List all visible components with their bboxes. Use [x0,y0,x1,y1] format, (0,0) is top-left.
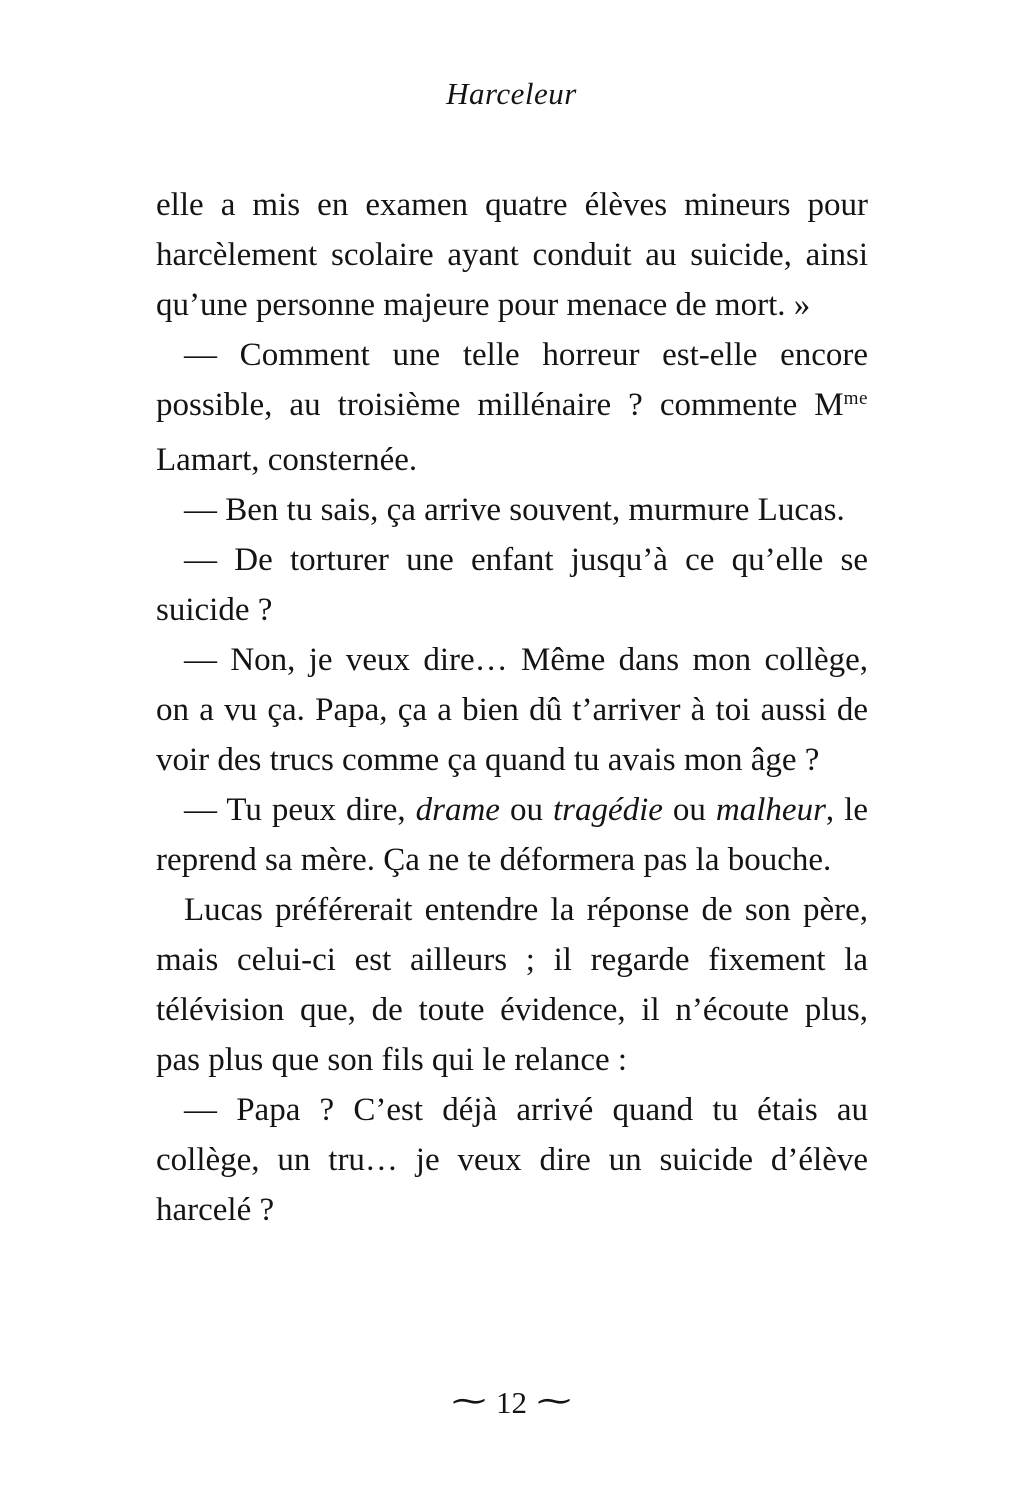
italic-text: drame [415,792,500,828]
paragraph-text: — Non, je veux dire… Même dans mon collège, on a vu ça. Papa, ça a bien dû t’arriver à toi aussi de voir des trucs comme ça quand tu avais mon âge ? [156,642,868,778]
page-footer [0,1383,1023,1423]
paragraph-text: — Ben tu sais, ça arrive souvent, murmure Lucas. [184,492,845,528]
paragraph [156,635,868,785]
paragraph-text: ou [499,792,553,828]
paragraph-text: Lucas préférerait entendre la réponse de son père, mais celui-ci est ailleurs ; il regarde fixement la télévision que, de toute évidence, il n’écoute plus, pas plus que son fils qui le relance : [156,892,868,1078]
page-number: 12 [496,1385,527,1420]
paragraph-text: — De torturer une enfant jusqu’à ce qu’elle se suicide ? [156,542,868,628]
paragraph [156,330,868,485]
paragraph [156,785,868,885]
footer-ornament-left: ∼ [448,1383,490,1418]
paragraph-text: — Comment une telle horreur est-elle encore possible, au troisième millénaire ? commente M [156,337,868,423]
footer-ornament-right: ∼ [533,1383,575,1418]
paragraph-text: Lamart, consternée. [156,442,418,478]
running-header: Harceleur [446,76,577,111]
paragraph-text: ou [662,792,716,828]
paragraph-text: , le reprend sa mère. Ça ne te déformera pas la bouche. [156,792,868,878]
paragraph [156,885,868,1085]
superscript-text: me [843,388,868,410]
paragraph-text: — Tu peux dire, [184,792,416,828]
paragraph-text: — Papa ? C’est déjà arrivé quand tu étais au collège, un tru… je veux dire un suicide d’élève harcelé ? [156,1092,868,1228]
body-text [156,180,868,1235]
italic-text: malheur [715,792,826,828]
paragraph [156,485,868,535]
italic-text: tragédie [552,792,663,828]
paragraph [156,1085,868,1235]
paragraph-text: elle a mis en examen quatre élèves mineurs pour harcèlement scolaire ayant conduit au suicide, ainsi qu’une personne majeure pour menace de mort. » [156,187,868,323]
paragraph [156,180,868,330]
paragraph [156,535,868,635]
